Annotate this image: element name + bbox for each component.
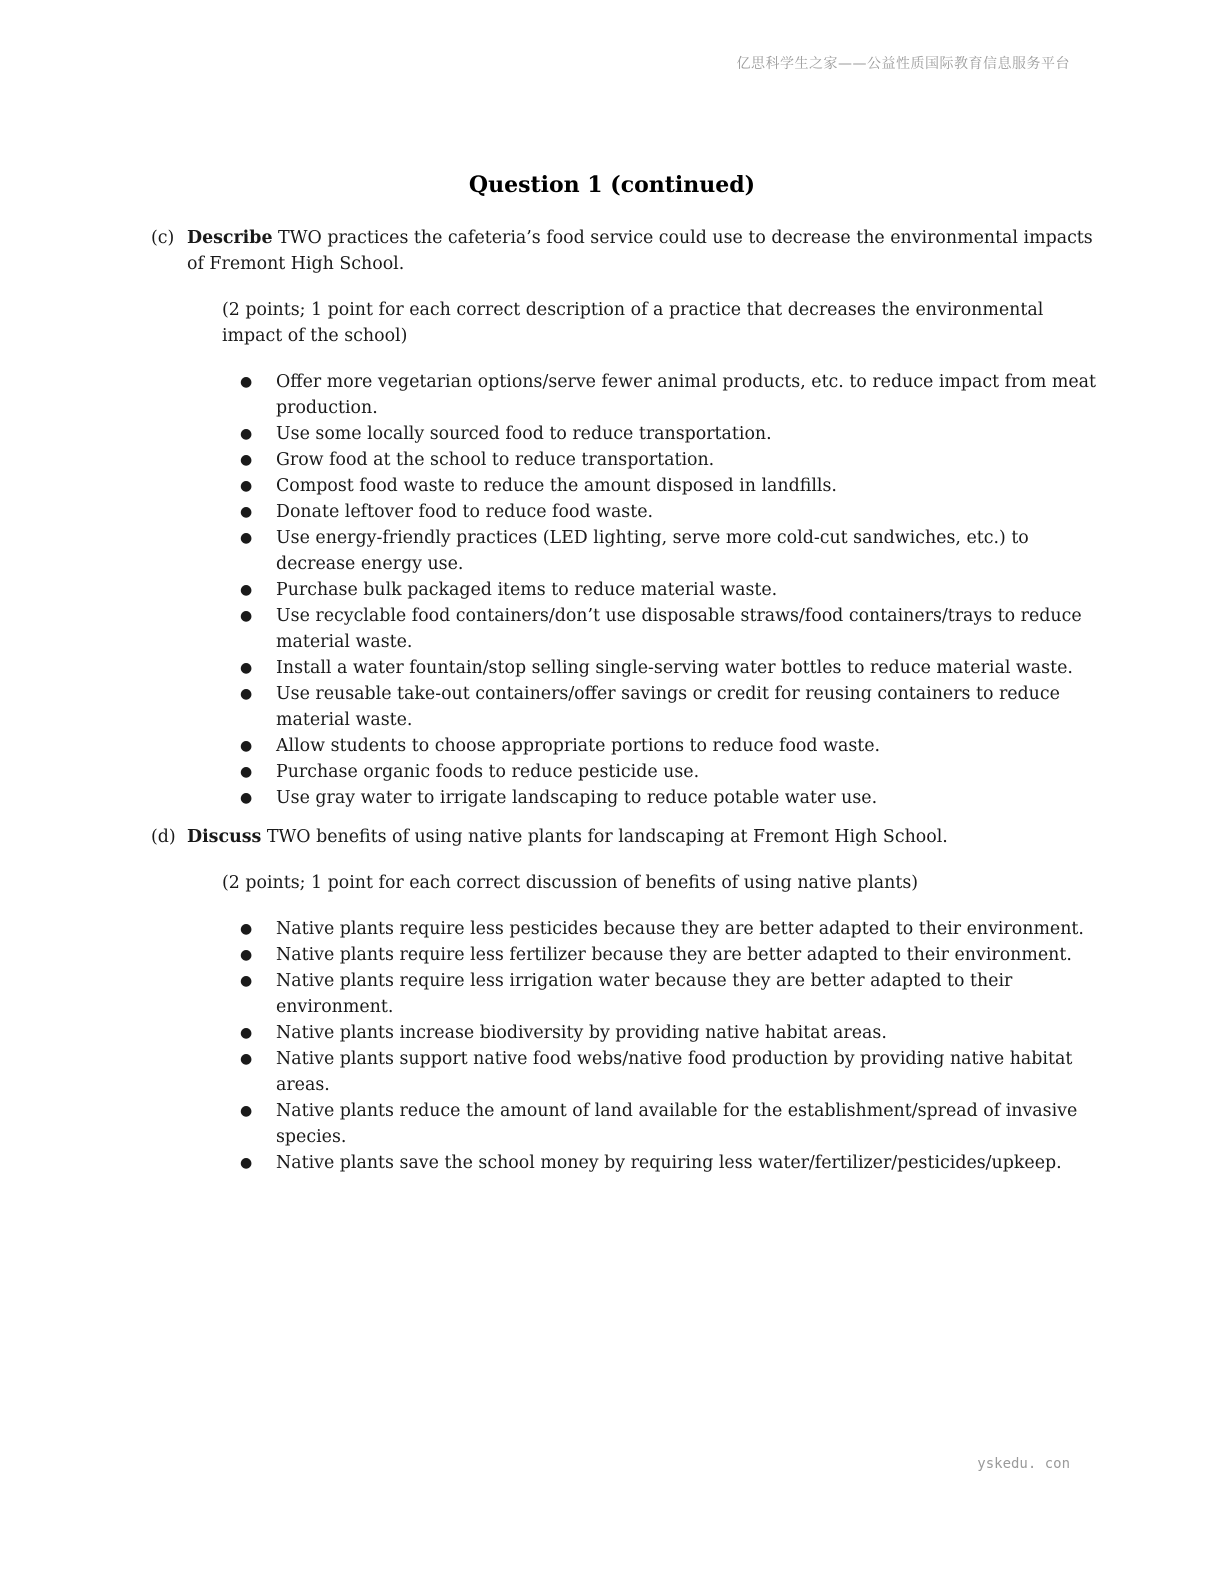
part-c-prompt [151,225,1106,277]
part-c-answer-item [240,603,1106,655]
part-d-answer-item [240,1046,1106,1098]
part-c-answer-text: Compost food waste to reduce the amount disposed in landfills. [276,476,837,496]
part-c-rubric: (2 points; 1 point for each correct description of a practice that decreases the environmental impact of the school) [222,300,1044,346]
part-c-answer-text: Allow students to choose appropriate portions to reduce food waste. [276,736,881,756]
bullet-icon: ● [240,790,253,806]
part-c-task-verb: Describe [187,228,273,248]
part-d-answer-item [240,1150,1106,1176]
bullet-icon: ● [240,973,253,989]
part-c-prompt-text [187,225,1106,277]
part-c-answer-item [240,447,1106,473]
part-d-prompt-text [187,824,1106,850]
part-c-answer-text: Install a water fountain/stop selling single-serving water bottles to reduce material waste. [276,658,1073,678]
part-c-answer-item [240,655,1106,681]
part-c-answer-item [240,577,1106,603]
part-c-answer-text: Offer more vegetarian options/serve fewer animal products, etc. to reduce impact from meat production. [276,372,1097,418]
part-c-answer-text: Use some locally sourced food to reduce transportation. [276,424,772,444]
bullet-icon: ● [240,530,253,546]
part-c-answer-text: Purchase bulk packaged items to reduce material waste. [276,580,778,600]
part-c-answer-text: Use energy-friendly practices (LED lighting, serve more cold-cut sandwiches, etc.) to decrease energy use. [276,528,1029,574]
bullet-icon: ● [240,452,253,468]
bullet-icon: ● [240,1025,253,1041]
bullet-icon: ● [240,1051,253,1067]
bullet-icon: ● [240,660,253,676]
part-d-prompt-body: TWO benefits of using native plants for landscaping at Fremont High School. [261,827,948,847]
part-d-answer-item [240,916,1106,942]
bullet-icon: ● [240,1103,253,1119]
part-d-answer-text: Native plants require less pesticides because they are better adapted to their environment. [276,919,1084,939]
bullet-icon: ● [240,686,253,702]
part-c-answer-item [240,733,1106,759]
page-title: Question 1 (continued) [468,172,756,198]
part-d-prompt [151,824,1106,850]
part-d-answer-item [240,1098,1106,1150]
part-c-answer-item [240,785,1106,811]
bullet-icon: ● [240,374,253,390]
bullet-icon: ● [240,478,253,494]
part-d-answer-text: Native plants reduce the amount of land available for the establishment/spread of invasive species. [276,1101,1078,1147]
part-c-answer-item [240,473,1106,499]
part-d-answer-list [151,916,1106,1176]
part-c-answer-item [240,369,1106,421]
part-d-answer-text: Native plants support native food webs/native food production by providing native habitat areas. [276,1049,1073,1095]
part-c-answer-text: Use gray water to irrigate landscaping to reduce potable water use. [276,788,878,808]
part-d-answer-item [240,968,1106,1020]
bullet-icon: ● [240,608,253,624]
part-c-answer-text: Use reusable take-out containers/offer savings or credit for reusing containers to reduce material waste. [276,684,1060,730]
part-c-answer-text: Grow food at the school to reduce transportation. [276,450,715,470]
part-d-rubric: (2 points; 1 point for each correct discussion of benefits of using native plants) [222,873,919,893]
footer-watermark: yskedu. con [977,1456,1070,1472]
part-c-answer-item [240,421,1106,447]
part-d-answer-item [240,1020,1106,1046]
part-c-answer-text: Donate leftover food to reduce food waste. [276,502,654,522]
part-d-letter: (d) [151,827,176,847]
bullet-icon: ● [240,738,253,754]
question-part-c [151,225,1106,811]
part-d-answer-text: Native plants save the school money by requiring less water/fertilizer/pesticides/upkeep. [276,1153,1062,1173]
part-d-answer-item [240,942,1106,968]
bullet-icon: ● [240,1155,253,1171]
bullet-icon: ● [240,947,253,963]
bullet-icon: ● [240,921,253,937]
part-c-answer-item [240,525,1106,577]
part-c-answer-text: Use recyclable food containers/don’t use disposable straws/food containers/trays to reduce material waste. [276,606,1082,652]
part-d-task-verb: Discuss [187,827,262,847]
part-c-answer-list [151,369,1106,811]
part-c-answer-item [240,681,1106,733]
header-watermark: 亿思科学生之家——公益性质国际教育信息服务平台 [736,56,1070,72]
part-c-letter: (c) [151,228,175,248]
part-d-answer-text: Native plants increase biodiversity by providing native habitat areas. [276,1023,887,1043]
bullet-icon: ● [240,504,253,520]
bullet-icon: ● [240,426,253,442]
part-c-answer-text: Purchase organic foods to reduce pesticide use. [276,762,700,782]
part-d-answer-text: Native plants require less irrigation water because they are better adapted to their environment. [276,971,1013,1017]
bullet-icon: ● [240,764,253,780]
part-c-prompt-body: TWO practices the cafeteria’s food service could use to decrease the environmental impacts of Fremont High School. [187,228,1093,274]
question-part-d [151,824,1106,1176]
part-d-answer-text: Native plants require less fertilizer because they are better adapted to their environment. [276,945,1072,965]
bullet-icon: ● [240,582,253,598]
part-c-answer-item [240,759,1106,785]
part-c-answer-item [240,499,1106,525]
